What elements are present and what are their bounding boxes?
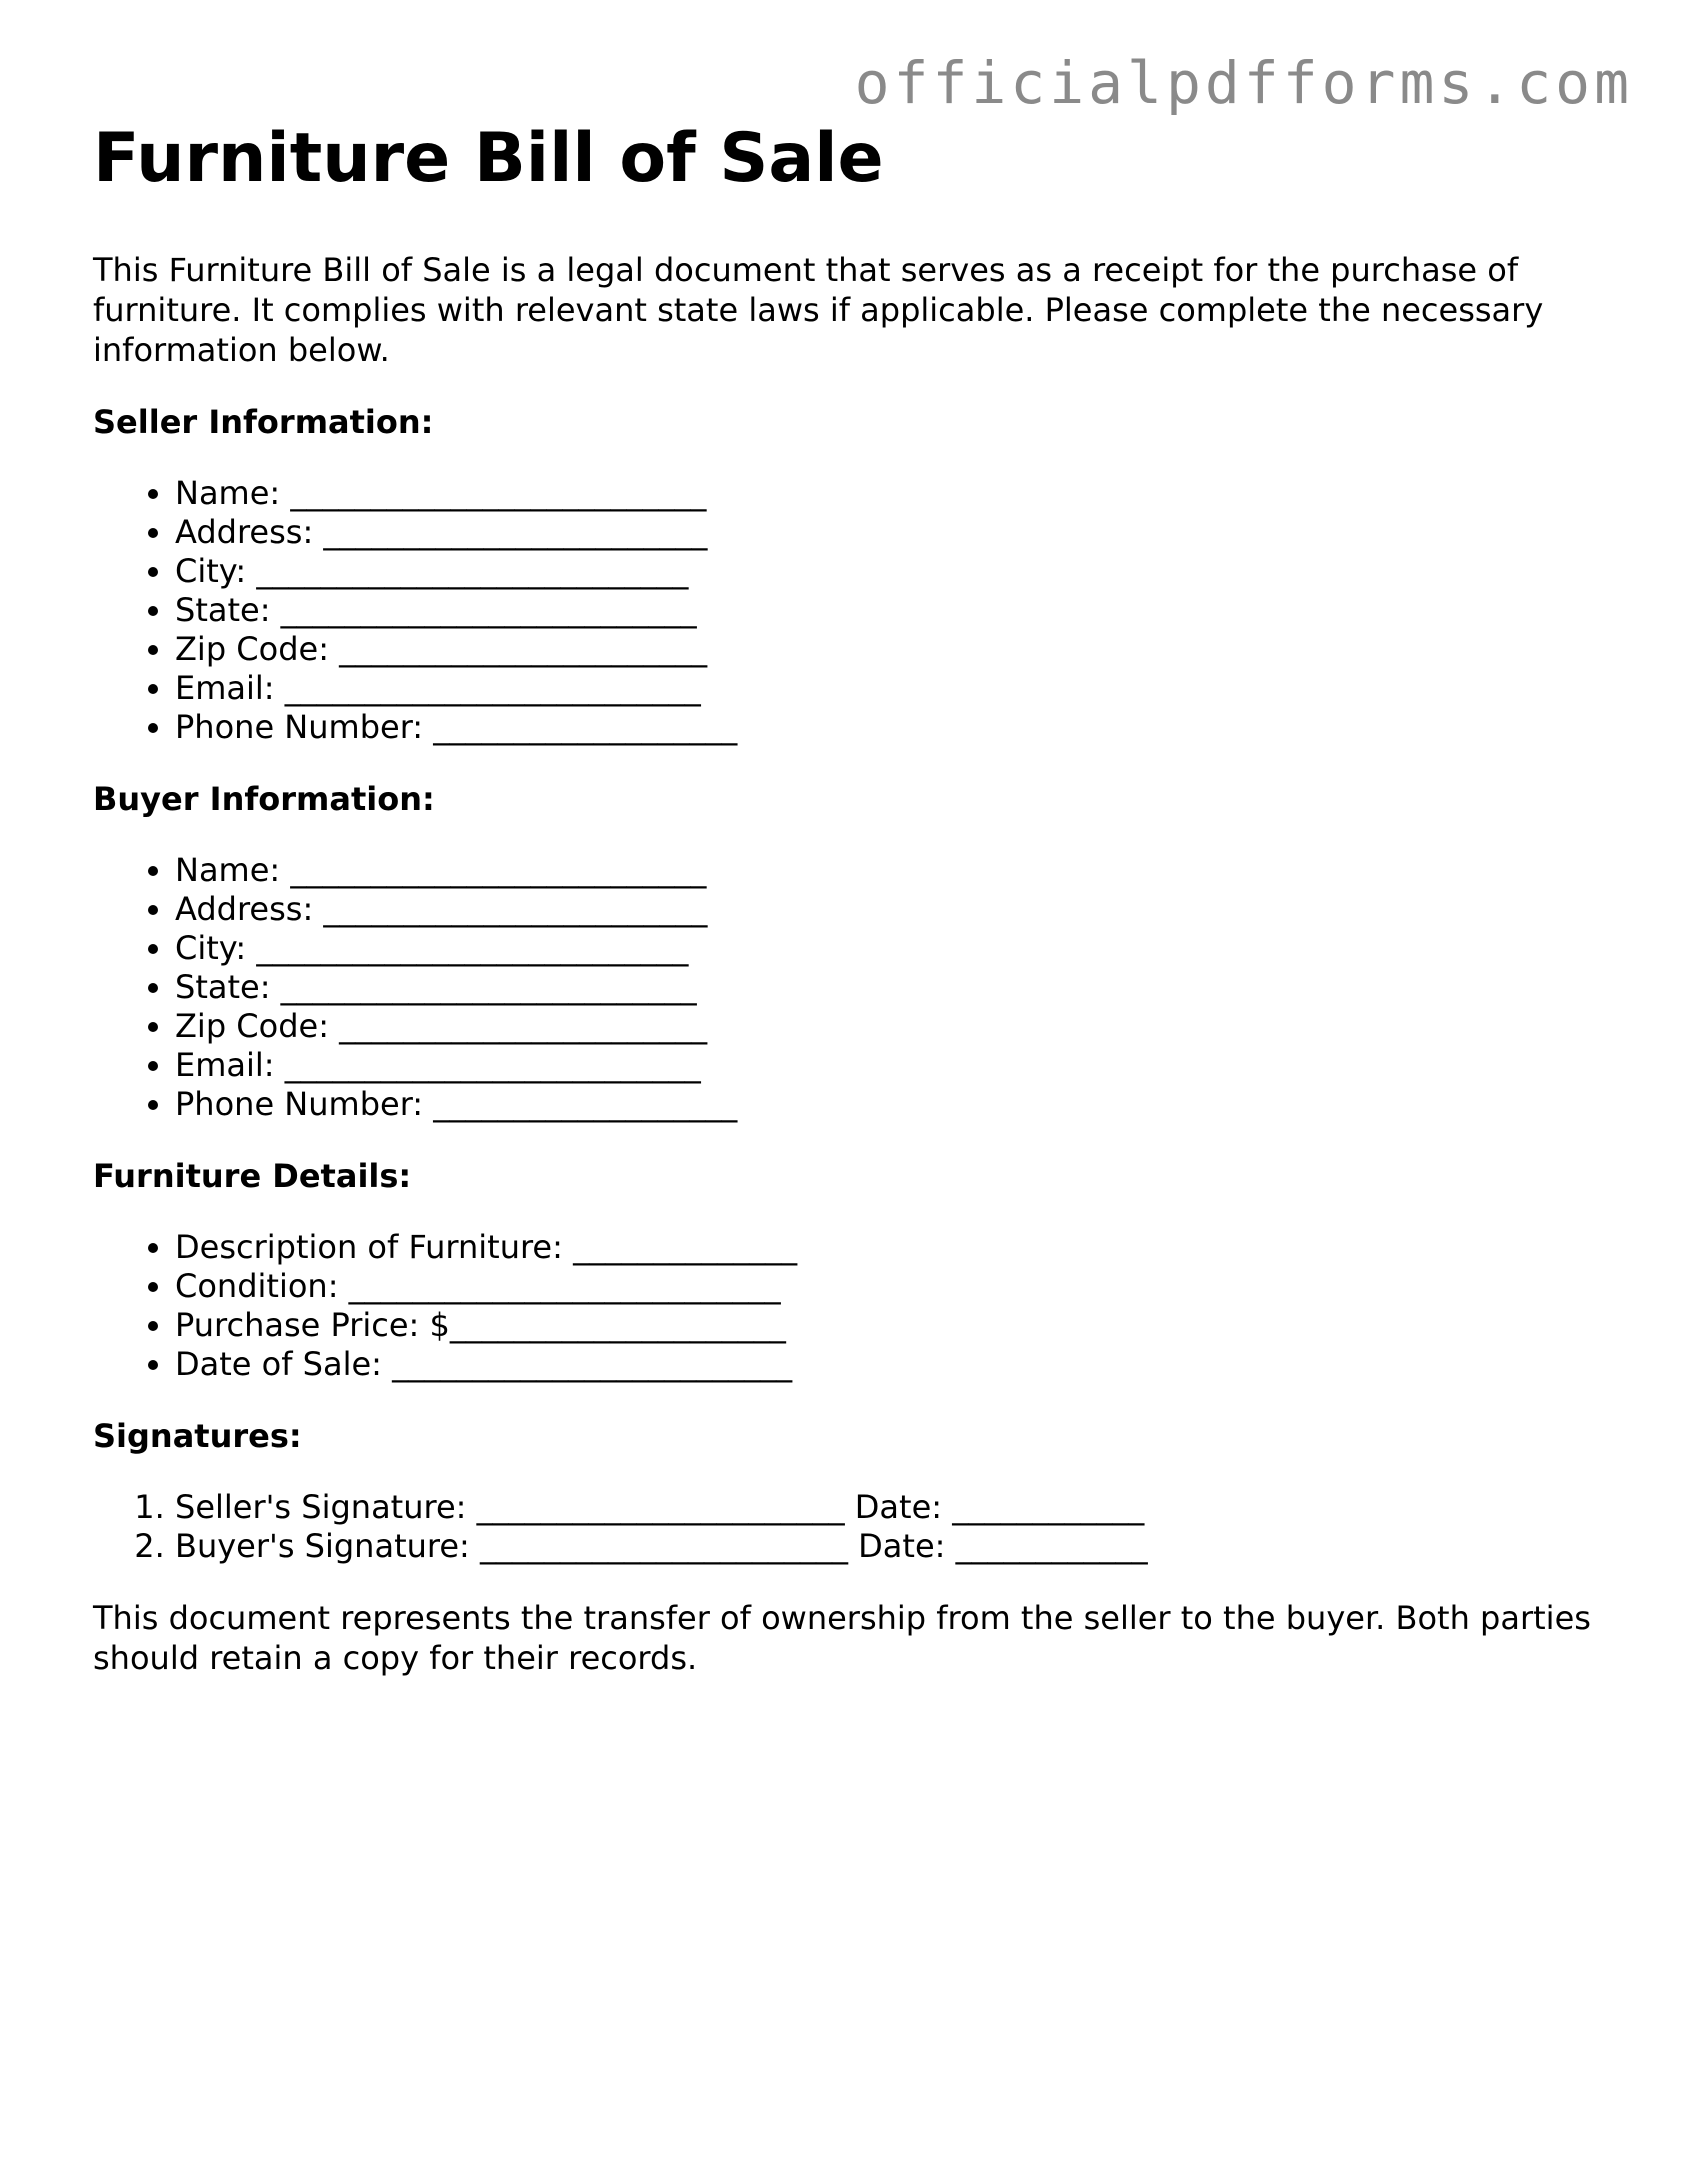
furniture-condition-field: • Condition: ___________________________: [175, 1267, 1613, 1306]
buyer-address-field: • Address: ________________________: [175, 890, 1613, 929]
furniture-description-field: • Description of Furniture: ______________: [175, 1228, 1613, 1267]
buyer-email-field: • Email: __________________________: [175, 1046, 1613, 1085]
seller-signature-line: 1. Seller's Signature: _______________________ Date: ____________: [175, 1488, 1613, 1527]
furniture-date-field: • Date of Sale: _________________________: [175, 1345, 1613, 1384]
buyer-city-field: • City: ___________________________: [175, 929, 1613, 968]
buyer-field-list: [93, 851, 1613, 1124]
buyer-state-field: • State: __________________________: [175, 968, 1613, 1007]
furniture-field-list: [93, 1228, 1613, 1384]
seller-city-field: • City: ___________________________: [175, 552, 1613, 591]
page-title: Furniture Bill of Sale: [93, 119, 884, 198]
seller-email-field: • Email: __________________________: [175, 669, 1613, 708]
closing-paragraph: This document represents the transfer of ownership from the seller to the buyer. Both parties should retain a copy for their records.: [93, 1598, 1591, 1677]
buyer-signature-line: 2. Buyer's Signature: _______________________ Date: ____________: [175, 1527, 1613, 1566]
seller-phone-field: • Phone Number: ___________________: [175, 708, 1613, 747]
seller-field-list: [93, 474, 1613, 747]
seller-address-field: • Address: ________________________: [175, 513, 1613, 552]
furniture-price-field: • Purchase Price: $_____________________: [175, 1306, 1613, 1345]
buyer-heading: Buyer Information:: [93, 779, 435, 818]
buyer-phone-field: • Phone Number: ___________________: [175, 1085, 1613, 1124]
signature-list: [93, 1488, 1613, 1566]
furniture-heading: Furniture Details:: [93, 1156, 412, 1195]
seller-name-field: • Name: __________________________: [175, 474, 1613, 513]
seller-zip-field: • Zip Code: _______________________: [175, 630, 1613, 669]
seller-heading: Seller Information:: [93, 402, 434, 441]
watermark: officialpdfforms.com: [854, 49, 1633, 117]
intro-paragraph: This Furniture Bill of Sale is a legal document that serves as a receipt for the purchase of furniture. It complies with relevant state laws if applicable. Please complete the necessary information below.: [93, 250, 1544, 369]
seller-state-field: • State: __________________________: [175, 591, 1613, 630]
buyer-zip-field: • Zip Code: _______________________: [175, 1007, 1613, 1046]
buyer-name-field: • Name: __________________________: [175, 851, 1613, 890]
signatures-heading: Signatures:: [93, 1416, 302, 1455]
document-page: [93, 118, 1613, 1678]
